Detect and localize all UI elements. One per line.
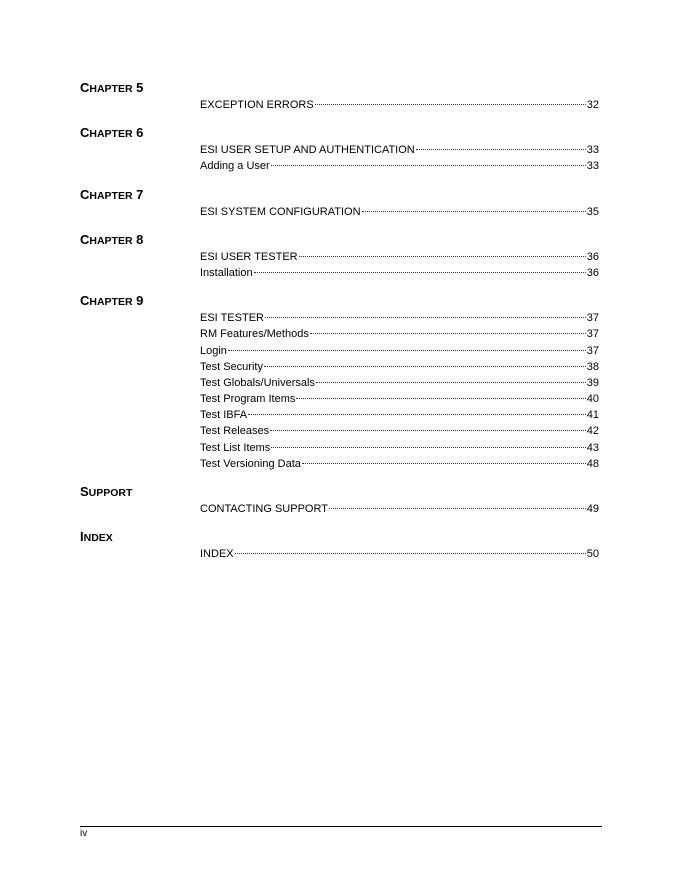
toc-section-chapter-5 (80, 80, 600, 113)
toc-entry-title: Test Globals/Universals (200, 376, 315, 389)
dot-leader (302, 463, 586, 464)
toc-entry-title: Test List Items (200, 441, 271, 454)
heading-rest: HAPTER (89, 189, 133, 202)
heading-initial: C (80, 231, 90, 247)
heading-initial: C (80, 186, 90, 202)
heading-number: 6 (132, 125, 144, 141)
chapter-heading (80, 484, 600, 500)
toc-entry-page: 36 (586, 250, 599, 263)
toc-entry[interactable] (200, 391, 599, 407)
heading-number: 7 (132, 186, 144, 202)
toc-entry-title: EXCEPTION ERRORS (200, 99, 314, 111)
toc-section-support (80, 484, 600, 517)
heading-initial: C (80, 293, 90, 309)
toc-entry-title: Installation (200, 266, 253, 279)
toc-entry[interactable] (200, 310, 599, 326)
dot-leader (315, 104, 586, 105)
heading-initial: C (80, 125, 90, 141)
dot-leader (329, 508, 586, 509)
toc-entry-page: 42 (586, 425, 599, 438)
dot-leader (264, 366, 586, 367)
toc-entry-title: INDEX (200, 548, 234, 561)
table-of-contents (80, 80, 600, 562)
dot-leader (416, 149, 586, 150)
toc-section-chapter-6 (80, 125, 600, 174)
toc-entry-title: Login (200, 344, 227, 357)
toc-entry[interactable] (200, 204, 599, 220)
toc-entry-page: 33 (586, 144, 599, 157)
dot-leader (265, 317, 586, 318)
heading-number: 5 (132, 80, 144, 95)
toc-entry-page: 41 (586, 409, 599, 422)
page-number: iv (80, 828, 88, 839)
dot-leader (228, 350, 586, 351)
footer-rule (80, 826, 602, 827)
dot-leader (296, 398, 585, 399)
toc-entry-page: 37 (586, 328, 599, 341)
toc-entry-page: 32 (586, 99, 599, 111)
dot-leader (299, 256, 586, 257)
toc-entry[interactable] (200, 501, 599, 517)
toc-entry-page: 43 (586, 441, 599, 454)
dot-leader (310, 333, 586, 334)
toc-entry-page: 33 (586, 160, 599, 173)
toc-entry[interactable] (200, 456, 599, 472)
toc-entry-title: Test Security (200, 360, 263, 373)
toc-entry[interactable] (200, 423, 599, 439)
heading-rest: UPPORT (88, 487, 133, 499)
toc-entry-page: 40 (586, 393, 599, 406)
toc-section-chapter-8 (80, 232, 600, 281)
heading-initial: S (80, 484, 89, 499)
toc-entry-title: RM Features/Methods (200, 328, 309, 341)
heading-rest: NDEX (83, 532, 113, 545)
toc-entry-page: 50 (586, 548, 599, 561)
toc-entry[interactable] (200, 375, 599, 391)
toc-entry[interactable] (200, 407, 599, 423)
toc-section-chapter-7 (80, 187, 600, 220)
toc-entry-title: Adding a User (200, 160, 270, 173)
toc-section-chapter-9 (80, 293, 600, 472)
heading-number: 8 (132, 231, 144, 247)
heading-rest: HAPTER (89, 83, 133, 95)
toc-entry[interactable] (200, 440, 599, 456)
toc-section-index (80, 529, 600, 562)
toc-entry-title: CONTACTING SUPPORT (200, 503, 328, 515)
toc-entry[interactable] (200, 359, 599, 375)
toc-entry[interactable] (200, 142, 599, 158)
toc-entry[interactable] (200, 158, 599, 174)
toc-entry-title: Test Versioning Data (200, 457, 301, 470)
heading-rest: HAPTER (89, 128, 133, 141)
chapter-heading (80, 80, 600, 96)
heading-initial: C (80, 80, 90, 95)
toc-entry-title: Test Program Items (200, 393, 296, 406)
heading-initial: I (80, 529, 84, 545)
toc-entry-page: 49 (586, 503, 599, 515)
toc-entry[interactable] (200, 249, 599, 265)
toc-entry-page: 35 (586, 205, 599, 218)
dot-leader (271, 447, 585, 448)
chapter-heading (80, 187, 600, 203)
toc-entry-page: 39 (586, 376, 599, 389)
chapter-heading (80, 293, 600, 309)
heading-number: 9 (132, 293, 144, 309)
toc-entry-title: ESI SYSTEM CONFIGURATION (200, 205, 361, 218)
toc-entry-page: 38 (586, 360, 599, 373)
dot-leader (362, 211, 586, 212)
toc-entry-title: ESI USER SETUP AND AUTHENTICATION (200, 144, 415, 157)
toc-entry-page: 48 (586, 457, 599, 470)
chapter-heading (80, 529, 600, 545)
dot-leader (235, 553, 586, 554)
toc-entry-title: ESI TESTER (200, 312, 264, 325)
toc-entry-page: 36 (586, 266, 599, 279)
toc-entry-page: 37 (586, 344, 599, 357)
toc-entry[interactable] (200, 265, 599, 281)
toc-entry[interactable] (200, 546, 599, 562)
dot-leader (270, 430, 586, 431)
toc-entry-title: Test Releases (200, 425, 270, 438)
dot-leader (248, 414, 586, 415)
dot-leader (271, 165, 586, 166)
toc-entry-page: 37 (586, 312, 599, 325)
dot-leader (254, 272, 586, 273)
toc-entry[interactable] (200, 343, 599, 359)
dot-leader (316, 382, 586, 383)
heading-rest: HAPTER (89, 234, 133, 247)
chapter-heading (80, 125, 600, 141)
chapter-heading (80, 232, 600, 248)
heading-rest: HAPTER (89, 296, 133, 309)
toc-entry[interactable] (200, 326, 599, 342)
toc-entry-title: Test IBFA (200, 409, 248, 422)
toc-entry[interactable] (200, 97, 599, 113)
toc-entry-title: ESI USER TESTER (200, 250, 298, 263)
